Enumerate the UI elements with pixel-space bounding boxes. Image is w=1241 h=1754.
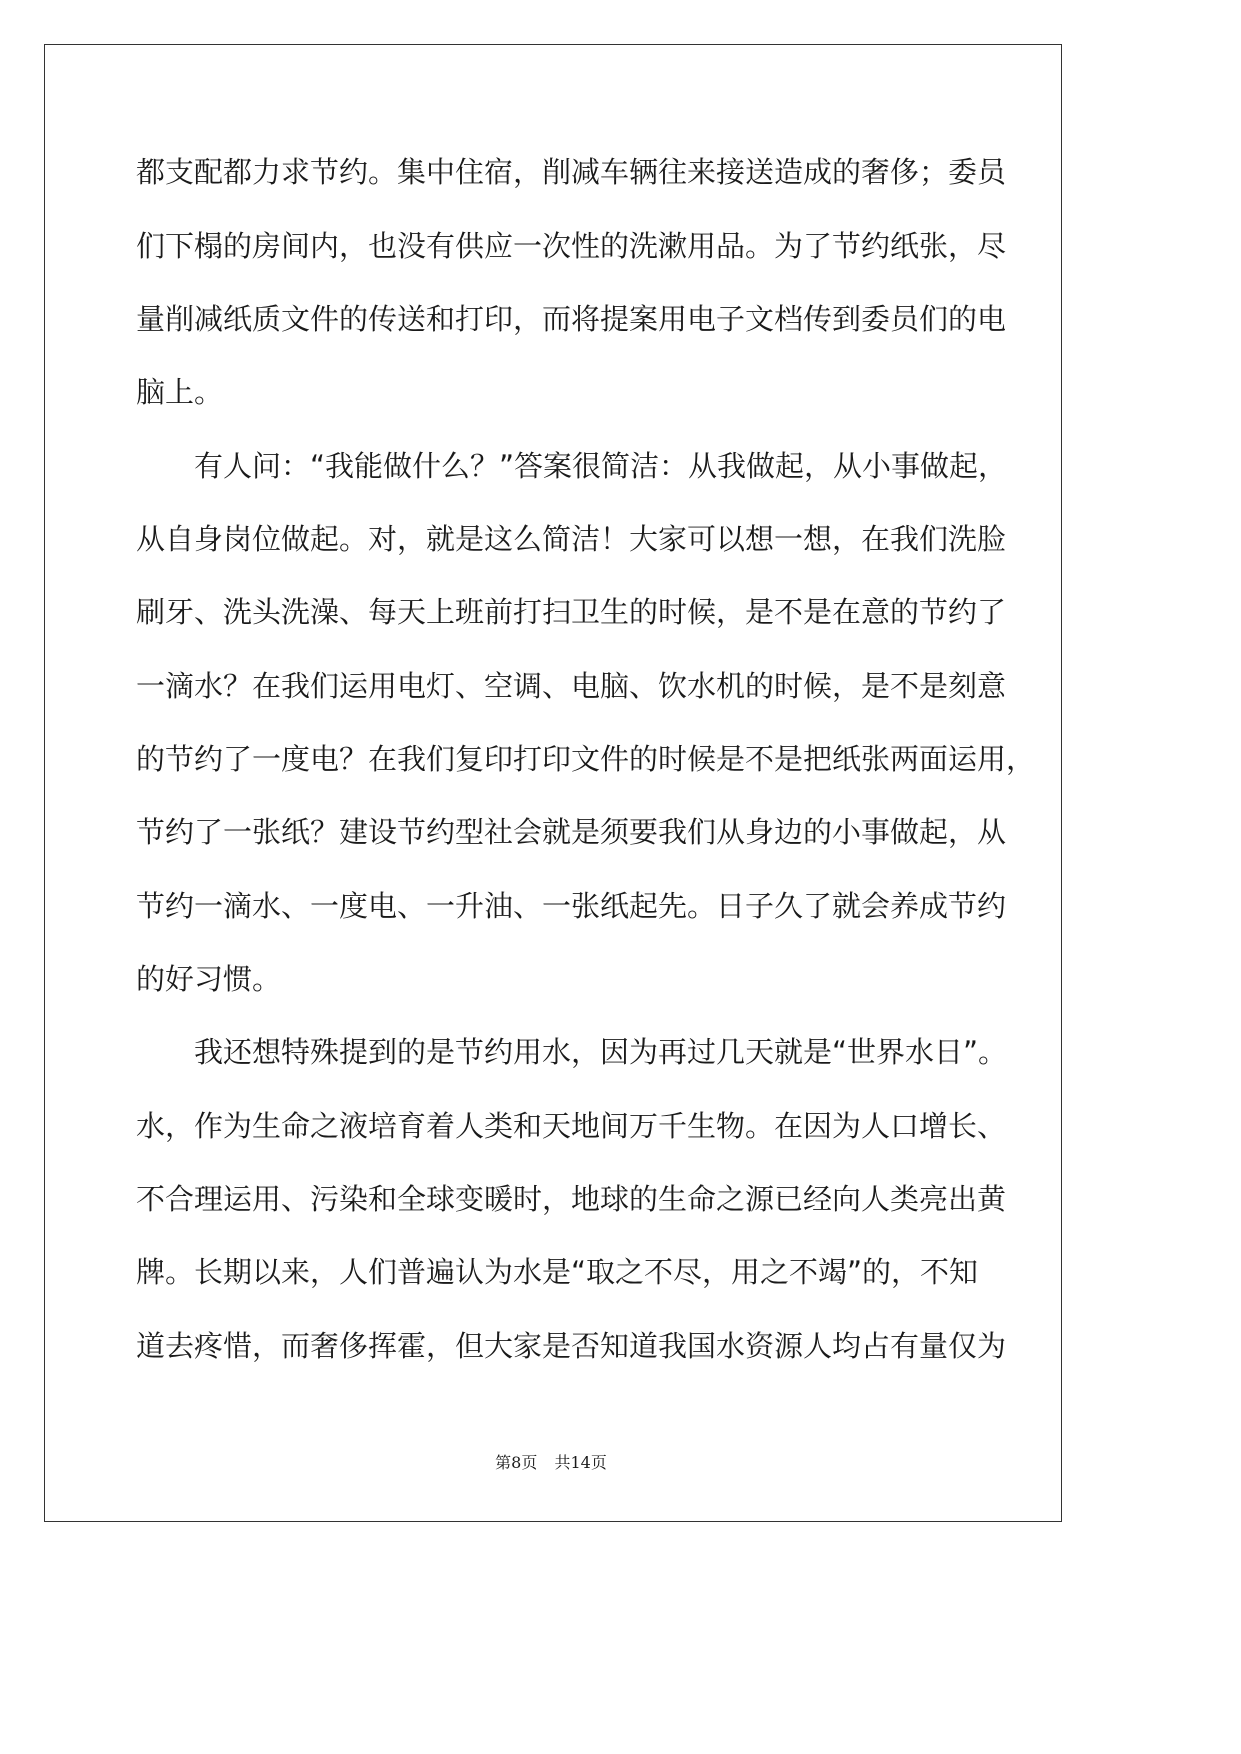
page-border [44, 44, 1062, 1522]
text-line: 脑上。 [136, 375, 224, 409]
page-number: 第8页 [495, 1453, 538, 1472]
page-total: 共14页 [554, 1453, 607, 1472]
paragraph-first-line: 有人问：“我能做什么？”答案很简洁：从我做起，从小事做起， [194, 449, 1008, 483]
text-line: 刷牙、洗头洗澡、每天上班前打扫卫生的时候，是不是在意的节约了 [136, 595, 1007, 629]
text-line: 道去疼惜，而奢侈挥霍，但大家是否知道我国水资源人均占有量仅为 [136, 1329, 1007, 1363]
text-line: 都支配都力求节约。集中住宿，削减车辆往来接送造成的奢侈；委员 [136, 155, 1007, 189]
paragraph-first-line: 我还想特殊提到的是节约用水，因为再过几天就是“世界水日”。 [194, 1035, 1008, 1069]
text-line: 们下榻的房间内，也没有供应一次性的洗漱用品。为了节约纸张，尽 [136, 229, 1007, 263]
text-line: 的节约了一度电？在我们复印打印文件的时候是不是把纸张两面运用， [136, 742, 1036, 776]
page-footer [0, 1452, 1102, 1474]
text-line: 量削减纸质文件的传送和打印，而将提案用电子文档传到委员们的电 [136, 302, 1007, 336]
text-line: 一滴水？在我们运用电灯、空调、电脑、饮水机的时候，是不是刻意 [136, 669, 1007, 703]
text-line: 节约一滴水、一度电、一升油、一张纸起先。日子久了就会养成节约 [136, 889, 1007, 923]
text-line: 从自身岗位做起。对，就是这么简洁！大家可以想一想，在我们洗脸 [136, 522, 1007, 556]
text-line: 水，作为生命之液培育着人类和天地间万千生物。在因为人口增长、 [136, 1109, 1007, 1143]
text-line: 牌。长期以来，人们普遍认为水是“取之不尽，用之不竭”的，不知 [136, 1255, 979, 1289]
text-line: 节约了一张纸？建设节约型社会就是须要我们从身边的小事做起，从 [136, 815, 1007, 849]
text-line: 不合理运用、污染和全球变暖时，地球的生命之源已经向人类亮出黄 [136, 1182, 1007, 1216]
text-line: 的好习惯。 [136, 962, 282, 996]
